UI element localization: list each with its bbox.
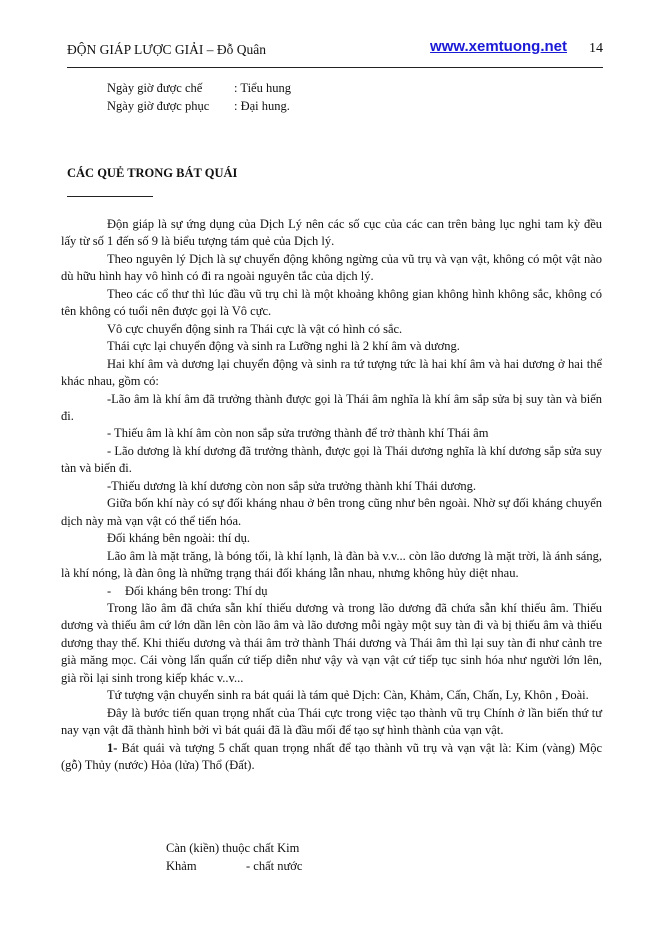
paragraph: Đây là bước tiến quan trọng nhất của Thái cực trong việc tạo thành vũ trụ Chính ở lần biến thứ tư nay vạn vật đã thành hình bởi vì bát quái đã là đầu mối để tạo sự hình thành của vạn vật. <box>61 705 602 738</box>
paragraph: - Lão dương là khí dương đã trưởng thành, được gọi là Thái dương nghĩa là khí dương sắp sửa suy tàn và biến đi. <box>61 443 602 476</box>
element-table <box>166 840 302 875</box>
body-text <box>61 216 602 775</box>
table-value: - chất nước <box>246 858 303 873</box>
top-line-label: Ngày giờ được chế <box>107 81 203 95</box>
paragraph: - Thiếu âm là khí âm còn non sắp sửa trưởng thành để trở thành khí Thái âm <box>107 426 489 441</box>
table-key: Khảm <box>166 858 197 873</box>
section-title: CÁC QUẺ TRONG BÁT QUÁI <box>67 166 238 180</box>
dash-item <box>61 583 602 600</box>
top-line <box>107 98 291 116</box>
top-line-value: : Đại hung. <box>234 98 290 113</box>
paragraph: -Thiếu dương là khí dương còn non sắp sửa trưởng thành khí Thái dương. <box>107 478 477 493</box>
numbered-text: Bát quái và tượng 5 chất quan trọng nhất để tạo thành vũ trụ và vạn vật là: Kim (vàng) Mộc (gỗ) Thủy (nước) Hỏa (lửa) Thổ (Đất). <box>61 740 602 773</box>
paragraph: Đối kháng bên ngoài: thí dụ. <box>107 531 251 546</box>
section-underline <box>67 196 153 197</box>
paragraph: Trong lão âm đã chứa sẵn khí thiếu dương và trong lão dương đã chứa sẵn khí thiếu âm. Thiếu dương và thiếu âm cứ lớn dần lên còn lão âm và lão dương mỗi ngày một suy tàn đi và bị thiếu âm và thiếu dương thay thế. Khi thiếu dương và thái âm trở thành Thái dương và Thái âm thì lại suy tàn đi như cảnh tre già măng mọc. Cái vòng lẩn quẩn cứ tiếp diễn như vậy và vạn vật cứ tiếp tục sinh hóa như người lớn lên, già rồi lại sinh trong kiếp khác v..v... <box>61 600 602 685</box>
item-number: 1- <box>107 740 118 755</box>
table-line <box>166 840 302 858</box>
paragraph: Tứ tượng vận chuyển sinh ra bát quái là tám quẻ Dịch: Càn, Khảm, Cấn, Chấn, Ly, Khôn , Đoài. <box>107 688 589 703</box>
top-line-value: : Tiểu hung <box>234 81 291 95</box>
page-number: 14 <box>589 41 603 56</box>
paragraph: Giữa bốn khí này có sự đối kháng nhau ở bên trong cũng như bên ngoài. Nhờ sự đối kháng chuyển dịch này mà vạn vật có thể tiến hóa. <box>61 496 602 528</box>
paragraph: Độn giáp là sự ứng dụng của Dịch Lý nên các số cục của các can trên bảng lục nghi tam kỳ đều lấy từ số 1 đến số 9 là biểu tượng tám quẻ của Dịch lý. <box>61 217 602 249</box>
paragraph: Theo các cổ thư thì lúc đầu vũ trụ chỉ là một khoảng không gian không hình không sắc, không có tên không có tuổi nên được gọi là Vô cực. <box>61 286 602 319</box>
dash-marker: - <box>107 583 112 598</box>
top-line-label: Ngày giờ được phục <box>107 98 210 113</box>
website-link[interactable]: www.xemtuong.net <box>430 38 567 55</box>
page-header <box>67 38 603 58</box>
paragraph: Hai khí âm và dương lại chuyển động và sinh ra tứ tượng tức là hai khí âm và hai dương ở hai thể khác nhau, gồm có: <box>61 356 602 389</box>
paragraph: Theo nguyên lý Dịch là sự chuyển động không ngừng của vũ trụ và vạn vật, không có một vật nào dù hữu hình hay vô hình có đi ra ngoài nguyên tắc của dịch lý. <box>61 251 602 284</box>
top-lines <box>107 80 291 115</box>
paragraph: Vô cực chuyển động sinh ra Thái cực là vật có hình có sắc. <box>107 321 403 336</box>
header-rule <box>67 67 603 68</box>
top-line <box>107 80 291 98</box>
table-line <box>166 858 302 876</box>
dash-text: Đối kháng bên trong: Thí dụ <box>125 583 268 598</box>
table-key: Càn (kiền) thuộc chất Kim <box>166 841 300 855</box>
paragraph: -Lão âm là khí âm đã trưởng thành được gọi là Thái âm nghĩa là khí âm sắp sửa bị suy tàn và biến đi. <box>61 391 602 423</box>
header-title: ĐỘN GIÁP LƯỢC GIẢI – Đỗ Quân <box>67 42 266 57</box>
paragraph: Lão âm là mặt trăng, là bóng tối, là khí lạnh, là đàn bà v.v... còn lão dương là mặt trời, là ánh sáng, là khí nóng, là đàn ông là những trạng thái đối kháng lẫn nhau, nhưng không hủy diệt nhau. <box>61 548 602 581</box>
paragraph: Thái cực lại chuyển động và sinh ra Lưỡng nghi là 2 khí âm và dương. <box>107 339 460 354</box>
numbered-paragraph <box>61 740 602 775</box>
